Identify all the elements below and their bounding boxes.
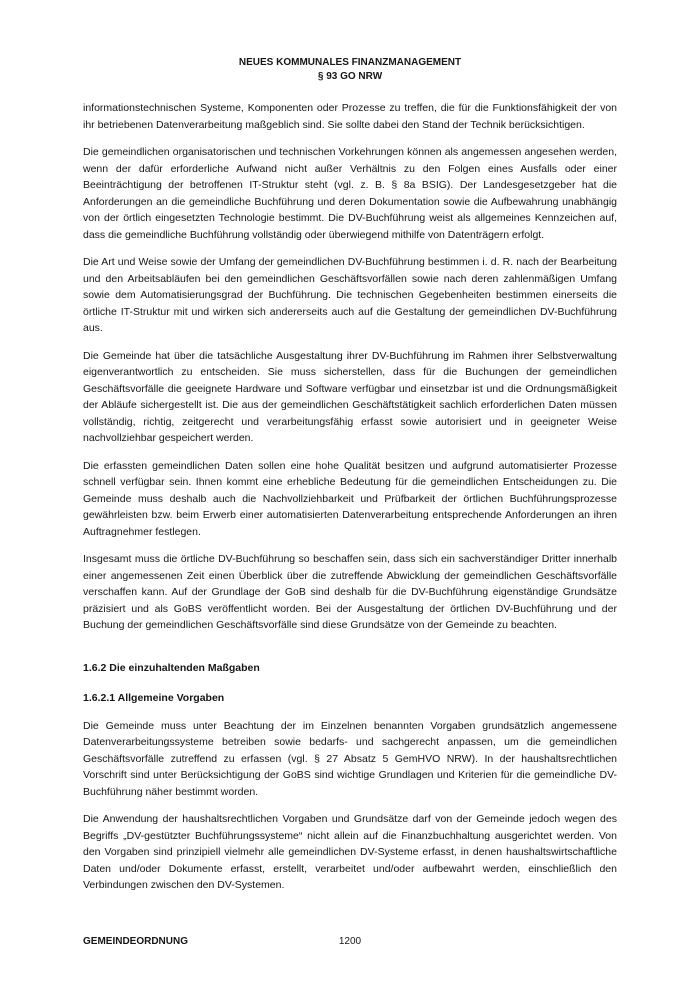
paragraph: Die Gemeinde hat über die tatsächliche Ausgestaltung ihrer DV-Buchführung im Rahmen ihrer Selbstverwaltung eigenverantwortlich zu entscheiden. Sie muss sicherstellen, dass für die Buchungen der gemeindlichen Geschäftsvorfälle die geeignete Hardware und Software verfügbar und einsetzbar ist und die Ordnungsmäßigkeit der Abläufe sichergestellt ist. Die aus der gemeindlichen Geschäftstätigkeit sachlich erforderlichen Daten müssen vollständig, richtig, zeitgerecht und verarbeitungsfähig erfasst sowie autorisiert und in geeigneter Weise nachvollziehbar gespeichert werden. — [83, 349, 617, 444]
paragraph: Die erfassten gemeindlichen Daten sollen eine hohe Qualität besitzen und aufgrund automatisierter Prozesse schnell verfügbar sein. Ihnen kommt eine erhebliche Bedeutung für die gemeindlichen Entscheidungen zu. Die Gemeinde muss deshalb auch die Nachvollziehbarkeit und Prüfbarkeit der örtlichen Buchführungsprozesse gewährleisten bzw. beim Erwerb einer automatisierten Datenverarbeitung entsprechende Anforderungen an ihren Auftragnehmer festlegen. — [83, 459, 617, 538]
paragraph: Die Gemeinde muss unter Beachtung der im Einzelnen benannten Vorgaben grundsätzlich angemessene Datenverarbeitungssysteme betreiben sowie bedarfs- und sachgerecht anpassen, um die gemeindlichen Geschäftsvorfälle zutreffend zu erfassen (vgl. § 27 Absatz 5 GemHVO NRW). In der haushaltsrechtlichen Vorschrift sind unter Berücksichtigung der GoBS sind wichtige Grundlagen und Kriterien für die gemeindliche DV-Buchführung näher bestimmt worden. — [83, 719, 617, 798]
section-heading-1-6-2: 1.6.2 Die einzuhaltenden Maßgaben — [83, 661, 260, 674]
header-subtitle: § 93 GO NRW — [317, 71, 383, 82]
footer-page-number: 1200 — [338, 936, 362, 947]
paragraph: Die gemeindlichen organisatorischen und technischen Vorkehrungen können als angemessen angesehen werden, wenn der dafür erforderliche Aufwand nicht außer Verhältnis zu den Folgen eines Ausfalls oder einer Beeinträchtigung der betroffenen IT-Struktur steht (vgl. z. B. § 8a BSIG). Der Landesgesetzgeber hat die Anforderungen an die gemeindliche Buchführung und deren Dokumentation sowie die Aufbewahrung unabhängig von der örtlich eingesetzten Technologie bestimmt. Die DV-Buchführung weist als allgemeines Kennzeichen auf, dass die gemeindliche Buchführung vollständig oder überwiegend mithilfe von Datenträgern erfolgt. — [83, 146, 617, 241]
footer-document-name: GEMEINDEORDNUNG — [83, 936, 189, 947]
page-footer — [0, 936, 700, 950]
paragraph: Die Art und Weise sowie der Umfang der gemeindlichen DV-Buchführung bestimmen i. d. R. nach der Bearbeitung und den Arbeitsabläufen bei den gemeindlichen Geschäftsvorfällen sowie nach deren zahlenmäßigen Umfang sowie dem Automatisierungsgrad der Buchführung. Die technischen Gegebenheiten bestimmen einerseits die örtliche IT-Struktur mit und wirken sich andererseits auch auf die Gestaltung der gemeindlichen DV-Buchführung aus. — [83, 256, 617, 334]
section-heading-1-6-2-1: 1.6.2.1 Allgemeine Vorgaben — [83, 692, 225, 704]
paragraph: Insgesamt muss die örtliche DV-Buchführung so beschaffen sein, dass sich ein sachverständiger Dritter innerhalb einer angemessenen Zeit einen Überblick über die zutreffende Abwicklung der gemeindlichen Geschäftsvorfälle verschaffen kann. Auf der Grundlage der GoB sind deshalb für die DV-Buchführung eigenständige Grundsätze präzisiert und als GoBS veröffentlicht worden. Bei der Ausgestaltung der örtlichen DV-Buchführung und der Buchung der gemeindlichen Geschäftsvorfälle sind diese Grundsätze von der Gemeinde zu beachten. — [83, 553, 617, 631]
page-header — [83, 56, 617, 83]
paragraph: informationstechnischen Systeme, Komponenten oder Prozesse zu treffen, die für die Funktionsfähigkeit der von ihr betriebenen Datenverarbeitung maßgeblich sind. Sie sollte dabei den Stand der Technik berücksichtigen. — [83, 102, 617, 131]
header-title: NEUES KOMMUNALES FINANZMANAGEMENT — [238, 57, 462, 68]
paragraph: Die Anwendung der haushaltsrechtlichen Vorgaben und Grundsätze darf von der Gemeinde jedoch wegen des Begriffs „DV-gestützter Buchführungssysteme“ nicht allein auf die Finanzbuchhaltung ausgerichtet werden. Von den Vorgaben sind prinzipiell vielmehr alle gemeindlichen DV-Systeme erfasst, in denen haushaltswirtschaftliche Daten und/oder Dokumente erfasst, erstellt, verarbeitet und/oder aufbewahrt werden, einschließlich den Verbindungen zwischen den DV-Systemen. — [83, 813, 617, 891]
